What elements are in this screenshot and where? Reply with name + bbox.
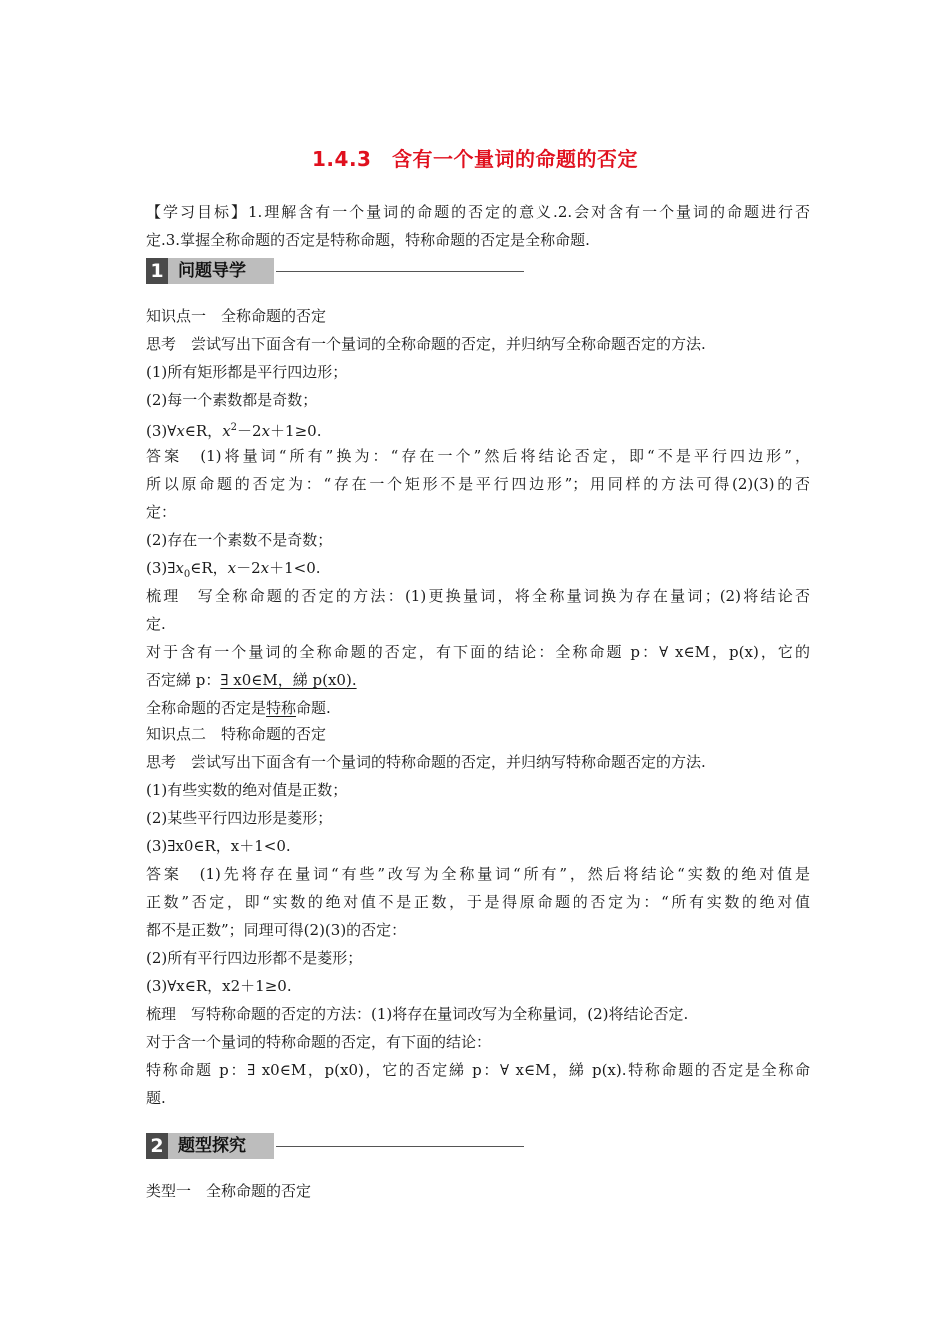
summary-1-line-1: 梳理 写全称命题的否定的方法：(1)更换量词，将全称量词换为存在量词；(2)将结论否 [146, 587, 810, 605]
answer-1-line-3: 定： [146, 503, 177, 521]
think-1: 思考 尝试写出下面含有一个量词的全称命题的否定，并归纳写全称命题否定的方法. [146, 335, 706, 353]
learning-goals-line-1 [146, 202, 810, 222]
answer-2-line-5: (3)∀x∈R，x2＋1≥0. [146, 977, 292, 995]
section-rule [276, 1146, 524, 1147]
learning-goals-label: 【学习目标】 [146, 203, 248, 221]
think-1-item-1: (1)所有矩形都是平行四边形； [146, 363, 348, 381]
section-number: 1 [146, 258, 168, 284]
section-header-problem-guide [146, 258, 526, 284]
summary-1-line-5: 全称命题的否定是特称命题. [146, 699, 331, 717]
summary-2-line-4: 题. [146, 1089, 166, 1107]
summary-1-line-4: 否定綈 p：∃ x0∈M，綈 p(x0). [146, 671, 357, 689]
summary-2-line-3: 特称命题 p：∃ x0∈M，p(x0)，它的否定綈 p：∀ x∈M，綈 p(x).特称命题的否定是全称命 [146, 1061, 810, 1079]
think-2-item-2: (2)某些平行四边形是菱形； [146, 809, 333, 827]
page-title: 1.4.3 含有一个量词的命题的否定 [312, 147, 638, 171]
learning-goals-text-1: 1.理解含有一个量词的命题的否定的意义.2.会对含有一个量词的命题进行否 [247, 203, 810, 221]
section-rule [276, 271, 524, 272]
answer-1-line-2: 所以原命题的否定为：“存在一个矩形不是平行四边形”；用同样的方法可得(2)(3)的否 [146, 475, 810, 493]
summary-1-line-2: 定. [146, 615, 166, 633]
summary-2-line-1: 梳理 写特称命题的否定的方法：(1)将存在量词改写为全称量词，(2)将结论否定. [146, 1005, 689, 1023]
summary-2-line-2: 对于含一个量词的特称命题的否定，有下面的结论： [146, 1033, 492, 1051]
answer-1-line-1: 答案 (1)将量词“所有”换为：“存在一个”然后将结论否定，即“不是平行四边形”， [146, 447, 810, 465]
knowledge-point-1: 知识点一 全称命题的否定 [146, 307, 327, 325]
learning-goals-line-2: 定.3.掌握全称命题的否定是特称命题，特称命题的否定是全称命题. [146, 231, 590, 249]
section-number: 2 [146, 1133, 168, 1159]
think-2-item-1: (1)有些实数的绝对值是正数； [146, 781, 348, 799]
section-label: 问题导学 [168, 258, 274, 284]
question-type-1-heading: 类型一 全称命题的否定 [146, 1182, 312, 1200]
answer-1-line-4: (2)存在一个素数不是奇数； [146, 531, 333, 549]
answer-1-line-5: $(3)\exists x_0\in R$，x－2x＋1<0. [146, 559, 321, 580]
think-1-item-2: (2)每一个素数都是奇数； [146, 391, 318, 409]
section-label: 题型探究 [168, 1133, 274, 1159]
section-header-question-types [146, 1133, 526, 1159]
summary-1-line-3: 对于含有一个量词的全称命题的否定，有下面的结论：全称命题 p：∀ x∈M，p(x)，它的 [146, 643, 810, 661]
fill-blank-answer: ∃ x0∈M，綈 p(x0). [220, 671, 357, 689]
think-2: 思考 尝试写出下面含有一个量词的特称命题的否定，并归纳写特称命题否定的方法. [146, 753, 706, 771]
fill-blank-answer-2: 特称 [266, 699, 297, 717]
think-2-item-3: (3)∃x0∈R，x＋1<0. [146, 837, 291, 855]
answer-2-line-3: 都不是正数”；同理可得(2)(3)的否定： [146, 921, 407, 939]
think-1-item-3: (3)∀x∈R，$x^2-2x+1\ge 0$. [146, 422, 322, 440]
answer-2-line-1: 答案 (1)先将存在量词“有些”改写为全称量词“所有”，然后将结论“实数的绝对值是 [146, 865, 810, 883]
answer-2-line-4: (2)所有平行四边形都不是菱形； [146, 949, 363, 967]
knowledge-point-2: 知识点二 特称命题的否定 [146, 725, 327, 743]
answer-2-line-2: 正数”否定，即“实数的绝对值不是正数，于是得原命题的否定为：“所有实数的绝对值 [146, 893, 810, 911]
